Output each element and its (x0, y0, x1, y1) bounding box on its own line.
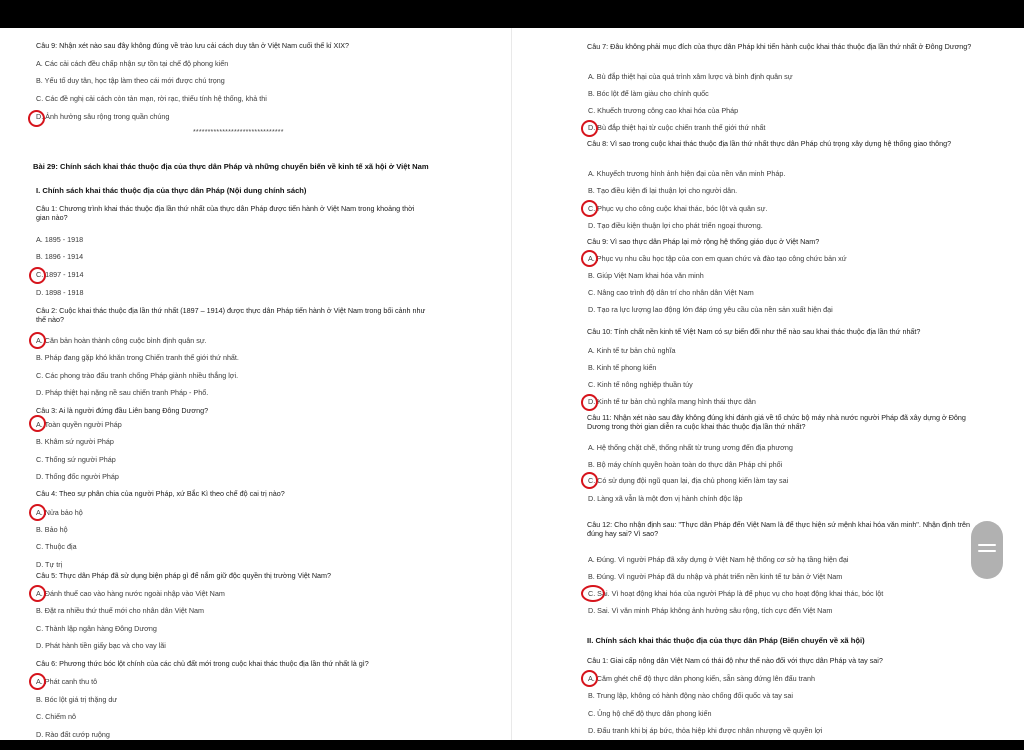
option-line: C. Phục vụ cho công cuộc khai thác, bóc lột và quân sự. (588, 204, 768, 213)
option-line: D. Rào đất cướp ruộng (36, 730, 110, 739)
bottom-black-bar (0, 740, 1024, 750)
question-line: Câu 7: Đâu không phải mục đích của thực dân Pháp khi tiến hành cuộc khai thác thuộc địa lần thứ nhất ở Đông Dương? (587, 42, 972, 51)
option-line: A. Bù đắp thiệt hại của quá trình xâm lược và bình định quân sự (588, 72, 793, 81)
option-line: C. Kinh tế nông nghiệp thuần túy (588, 380, 693, 389)
question-line: Câu 3: Ai là người đứng đầu Liên bang Đông Dương? (36, 406, 209, 415)
question-line: Câu 6: Phương thức bóc lột chính của các chủ đất mới trong cuộc khai thác thuộc địa lần thứ nhất là gì? (36, 659, 369, 668)
section-heading: I. Chính sách khai thác thuộc địa của thực dân Pháp (Nội dung chính sách) (36, 186, 307, 195)
answer-circle-mark (29, 267, 46, 284)
option-line: B. Bóc lột giá trị thặng dư (36, 695, 118, 704)
option-line: C. Ủng hộ chế độ thực dân phong kiến (588, 709, 712, 718)
option-line: B. Đặt ra nhiều thứ thuế mới cho nhân dân Việt Nam (36, 606, 205, 615)
answer-circle-mark (581, 394, 598, 411)
option-line: C. Thống sứ người Pháp (36, 455, 116, 464)
document-page-left (0, 28, 512, 740)
option-line: D. Tạo điều kiện thuận lợi cho phát triển ngoại thương. (588, 221, 763, 230)
section-heading: II. Chính sách khai thác thuộc địa của thực dân Pháp (Biến chuyển về xã hội) (587, 636, 865, 645)
option-line: B. Yếu tố duy tân, học tập làm theo cái mới được chú trọng (36, 76, 225, 85)
option-line: C. Khuếch trương công cao khai hóa của Pháp (588, 106, 739, 115)
question-line: Câu 10: Tính chất nền kinh tế Việt Nam có sự biến đổi như thế nào sau khai thác thuộc địa lần thứ nhất? (587, 327, 921, 336)
option-line: D. Pháp thiệt hại nặng nề sau chiến tranh Pháp - Phổ. (36, 388, 209, 397)
answer-circle-mark (29, 504, 46, 521)
option-line: B. Trung lập, không có hành động nào chống đối quốc và tay sai (588, 691, 793, 700)
option-line: A. Hệ thống chặt chẽ, thống nhất từ trung ương đến địa phương (588, 443, 793, 452)
option-line: C. Chiếm nô (36, 712, 76, 721)
answer-circle-mark (28, 110, 45, 127)
document-page-right (512, 28, 1024, 740)
option-line: C. Các đề nghị cải cách còn tản mạn, rời rạc, thiếu tính hệ thống, khả thi (36, 94, 267, 103)
answer-circle-mark (581, 250, 598, 267)
answer-circle-mark (29, 673, 46, 690)
option-line: D. Tự trị (36, 560, 63, 569)
option-line: D. 1898 - 1918 (36, 288, 84, 297)
lesson-heading: Bài 29: Chính sách khai thác thuộc địa của thực dân Pháp và những chuyển biến về kinh tế xã hội ở Việt Nam (33, 162, 429, 171)
option-line: B. Bảo hộ (36, 525, 68, 534)
option-line: D. Tạo ra lực lượng lao động lớn đáp ứng yêu cầu của nền sản xuất hiện đại (588, 305, 833, 314)
option-line: B. Bộ máy chính quyền hoàn toàn do thực dân Pháp chi phối (588, 460, 783, 469)
answer-circle-mark (581, 670, 598, 687)
option-line: B. Khâm sứ người Pháp (36, 437, 114, 446)
option-line: B. Giúp Việt Nam khai hóa văn minh (588, 271, 704, 280)
option-line: D. Sai. Vì văn minh Pháp không ảnh hưởng sâu rộng, tích cực đến Việt Nam (588, 606, 833, 615)
answer-circle-mark (29, 415, 46, 432)
option-line: A. Căn bản hoàn thành công cuộc bình định quân sự. (36, 336, 207, 345)
option-line: A. Đúng. Vì người Pháp đã xây dựng ở Việt Nam hệ thống cơ sở hạ tầng hiện đại (588, 555, 849, 564)
option-line: B. 1896 - 1914 (36, 252, 84, 261)
answer-circle-mark (581, 200, 598, 217)
option-line: C. Thuộc địa (36, 542, 77, 551)
option-line: B. Tạo điều kiện đi lại thuận lợi cho người dân. (588, 186, 738, 195)
option-line: C. Các phong trào đấu tranh chống Pháp giành nhiều thắng lợi. (36, 371, 239, 380)
option-line: D. Thống đốc người Pháp (36, 472, 119, 481)
option-line: A. Phát canh thu tô (36, 677, 98, 686)
answer-circle-mark (581, 585, 605, 602)
question-line: Câu 9: Nhận xét nào sau đây không đúng về trào lưu cải cách duy tân ở Việt Nam cuối thế kỉ XIX? (36, 41, 350, 50)
option-line: D. Ảnh hưởng sâu rộng trong quần chúng (36, 112, 170, 121)
question-line: Câu 12: Cho nhận định sau: "Thực dân Pháp đến Việt Nam là để thực hiện sứ mệnh khai hóa văn minh". Nhận định trên đúng hay sai? Vì sao? (587, 520, 971, 538)
option-line: B. Kinh tế phong kiến (588, 363, 657, 372)
question-line: Câu 11: Nhận xét nào sau đây không đúng khi đánh giá về tổ chức bộ máy nhà nước người Pháp đã xây dựng ở Đông Dương trong thời gian diễn ra cuộc khai thác thuộc địa lần thứ nhất? (587, 413, 966, 431)
option-line: C. Thành lập ngân hàng Đông Dương (36, 624, 157, 633)
scroll-handle[interactable] (971, 521, 1003, 579)
answer-circle-mark (29, 332, 46, 349)
option-line: A. 1895 - 1918 (36, 235, 84, 244)
option-line: D. Làng xã vẫn là một đơn vị hành chính độc lập (588, 494, 743, 503)
section-separator: ******************************* (193, 129, 284, 136)
option-line: A. Nửa bảo hộ (36, 508, 83, 517)
option-line: A. Căm ghét chế độ thực dân phong kiến, sẵn sàng đứng lên đấu tranh (588, 674, 815, 683)
question-line: Câu 5: Thực dân Pháp đã sử dụng biện pháp gì để nắm giữ độc quyền thị trường Việt Nam? (36, 571, 332, 580)
option-line: A. Toàn quyền người Pháp (36, 420, 122, 429)
question-line: Câu 4: Theo sự phân chia của người Pháp, xứ Bắc Kì theo chế độ cai trị nào? (36, 489, 285, 498)
question-line: Câu 2: Cuộc khai thác thuộc địa lần thứ nhất (1897 – 1914) được thực dân Pháp tiến hành ở Việt Nam trong bối cảnh như thế nào? (36, 306, 426, 324)
answer-circle-mark (581, 120, 598, 137)
option-line: C. 1897 - 1914 (36, 270, 84, 279)
question-line: Câu 1: Chương trình khai thác thuộc địa lần thứ nhất của thực dân Pháp được tiến hành ở Việt Nam trong khoảng thời gian nào? (36, 204, 415, 222)
option-line: C. Nâng cao trình độ dân trí cho nhân dân Việt Nam (588, 288, 754, 297)
option-line: A. Đánh thuế cao vào hàng nước ngoài nhập vào Việt Nam (36, 589, 225, 598)
answer-circle-mark (581, 472, 598, 489)
answer-circle-mark (29, 585, 46, 602)
option-line: B. Pháp đang gặp khó khăn trong Chiến tranh thế giới thứ nhất. (36, 353, 239, 362)
option-line: B. Đúng. Vì người Pháp đã du nhập và phát triển nền kinh tế tư bản ở Việt Nam (588, 572, 843, 581)
question-line: Câu 8: Vì sao trong cuộc khai thác thuộc địa lần thứ nhất thực dân Pháp chú trọng xây dựng hệ thống giao thông? (587, 139, 952, 148)
option-line: A. Khuyếch trương hình ảnh hiện đại của nền văn minh Pháp. (588, 169, 786, 178)
question-line: Câu 9: Vì sao thực dân Pháp lại mở rộng hệ thống giáo dục ở Việt Nam? (587, 237, 820, 246)
option-line: C. Sai. Vì hoạt động khai hóa của người Pháp là để phục vụ cho hoạt động khai thác, bóc lột (588, 589, 884, 598)
handle-grip-line (978, 550, 996, 552)
option-line: D. Phát hành tiền giấy bạc và cho vay lãi (36, 641, 166, 650)
option-line: D. Bù đắp thiệt hại từ cuộc chiến tranh thế giới thứ nhất (588, 123, 766, 132)
top-black-bar (0, 0, 1024, 28)
option-line: A. Kinh tế tư bản chủ nghĩa (588, 346, 676, 355)
handle-grip-line (978, 544, 996, 546)
option-line: D. Đấu tranh khi bị áp bức, thỏa hiệp khi được nhân nhượng về quyền lợi (588, 726, 823, 735)
option-line: A. Phục vụ nhu cầu học tập của con em quan chức và đào tạo công chức bản xứ (588, 254, 847, 263)
question-line: Câu 1: Giai cấp nông dân Việt Nam có thái độ như thế nào đối với thực dân Pháp và tay sai? (587, 656, 883, 665)
option-line: B. Bóc lột để làm giàu cho chính quốc (588, 89, 709, 98)
option-line: C. Có sử dụng đội ngũ quan lại, địa chủ phong kiến làm tay sai (588, 476, 789, 485)
option-line: A. Các cải cách đều chấp nhận sự tồn tại chế độ phong kiến (36, 59, 229, 68)
option-line: D. Kinh tế tư bản chủ nghĩa mang hình thái thực dân (588, 397, 756, 406)
